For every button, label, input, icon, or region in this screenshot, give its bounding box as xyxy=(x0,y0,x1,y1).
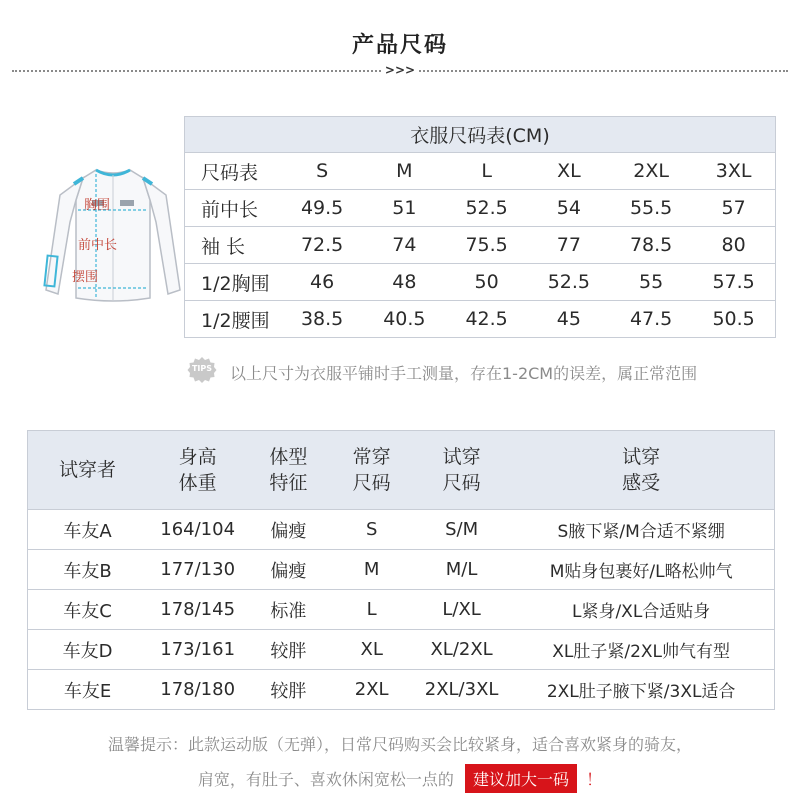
size-chart-cell: 49.5 xyxy=(281,190,363,227)
size-chart-cell: 50.5 xyxy=(692,301,775,338)
tester-cell: M贴身包裹好/L略松帅气 xyxy=(508,550,774,590)
size-chart-header-row xyxy=(185,153,776,190)
tester-table-header-row xyxy=(28,431,775,510)
size-chart-table xyxy=(184,116,776,338)
tester-header-text: 感受 xyxy=(622,472,661,494)
size-chart-cell: 57 xyxy=(692,190,775,227)
size-chart-cell: 74 xyxy=(363,227,445,264)
size-chart-row-label: 1/2胸围 xyxy=(185,264,282,301)
hem-label: 摆围 xyxy=(72,270,99,285)
tester-header-text: 体重 xyxy=(178,472,217,494)
tester-cell: 偏瘦 xyxy=(248,510,328,550)
tester-header-text: 试穿 xyxy=(622,446,661,468)
size-chart-cell: 54 xyxy=(528,190,610,227)
tester-header-text: 体型 xyxy=(269,446,308,468)
size-chart-cell: 72.5 xyxy=(281,227,363,264)
size-chart-cell: 57.5 xyxy=(692,264,775,301)
tester-cell: XL/2XL xyxy=(415,630,508,670)
size-chart-header-cell: L xyxy=(446,153,528,190)
tester-table-row xyxy=(28,550,775,590)
size-chart-caption-row xyxy=(185,117,776,153)
size-chart-cell: 51 xyxy=(363,190,445,227)
tester-cell: 178/180 xyxy=(147,670,248,710)
tester-header-text: 试穿 xyxy=(442,446,481,468)
size-chart-cell: 52.5 xyxy=(528,264,610,301)
size-chart-cell: 40.5 xyxy=(363,301,445,338)
tester-cell: 车友B xyxy=(28,550,148,590)
size-chart-header-cell: M xyxy=(363,153,445,190)
tester-cell: 2XL xyxy=(328,670,414,710)
footer-note-line-1: 温馨提示：此款运动版（无弹），日常尺码购买会比较紧身，适合喜欢紧身的骑友， xyxy=(107,735,692,754)
page-title: 产品尺码 xyxy=(351,33,448,58)
tester-header-text: 尺码 xyxy=(442,472,481,494)
jersey-illustration xyxy=(38,160,188,310)
size-chart-row-label: 1/2腰围 xyxy=(185,301,282,338)
size-chart-cell: 45 xyxy=(528,301,610,338)
footer-note-line-2 xyxy=(0,764,800,793)
tester-cell: 车友C xyxy=(28,590,148,630)
tester-cell: 偏瘦 xyxy=(248,550,328,590)
tester-table-row xyxy=(28,510,775,550)
tester-cell: 177/130 xyxy=(147,550,248,590)
tester-cell: XL xyxy=(328,630,414,670)
tester-cell: 178/145 xyxy=(147,590,248,630)
size-chart-cell: 77 xyxy=(528,227,610,264)
size-chart-caption: 衣服尺码表(CM) xyxy=(185,117,776,153)
chevron-right-icon: >>> xyxy=(382,63,418,77)
size-chart-header-cell: S xyxy=(281,153,363,190)
tester-cell: L紧身/XL合适贴身 xyxy=(508,590,774,630)
tester-header-text: 常穿 xyxy=(352,446,391,468)
tester-header-text: 特征 xyxy=(269,472,308,494)
tester-cell: 较胖 xyxy=(248,630,328,670)
tester-cell: 车友D xyxy=(28,630,148,670)
tester-header-text: 试穿者 xyxy=(59,459,117,481)
tester-header-cell xyxy=(147,431,248,510)
size-chart-cell: 55.5 xyxy=(610,190,692,227)
size-chart-cell: 52.5 xyxy=(446,190,528,227)
size-chart-row xyxy=(185,190,776,227)
tester-cell: 车友E xyxy=(28,670,148,710)
size-chart-header-cell: XL xyxy=(528,153,610,190)
size-chart-cell: 38.5 xyxy=(281,301,363,338)
footer-note-prefix: 肩宽，有肚子、喜欢休闲宽松一点的 xyxy=(197,770,454,789)
tester-cell: 173/161 xyxy=(147,630,248,670)
tips-badge xyxy=(187,356,217,386)
tips-text: 以上尺寸为衣服平铺时手工测量，存在1-2CM的误差，属正常范围 xyxy=(230,364,698,383)
tester-cell: S腋下紧/M合适不紧绷 xyxy=(508,510,774,550)
tester-cell: XL肚子紧/2XL帅气有型 xyxy=(508,630,774,670)
tester-header-cell xyxy=(28,431,148,510)
tester-cell: 较胖 xyxy=(248,670,328,710)
tester-header-text: 身高 xyxy=(178,446,217,468)
tester-cell: 2XL肚子腋下紧/3XL适合 xyxy=(508,670,774,710)
tester-header-cell xyxy=(328,431,414,510)
size-chart-cell: 78.5 xyxy=(610,227,692,264)
front-length-label: 前中长 xyxy=(78,238,118,253)
size-chart-row-label: 前中长 xyxy=(185,190,282,227)
tester-table-row xyxy=(28,590,775,630)
size-up-highlight: 建议加大一码 xyxy=(465,764,577,793)
tips-badge-label: TIPS xyxy=(191,364,213,373)
size-chart-header-cell: 3XL xyxy=(692,153,775,190)
tester-cell: 2XL/3XL xyxy=(415,670,508,710)
tester-header-cell xyxy=(508,431,774,510)
tester-cell: L xyxy=(328,590,414,630)
tester-cell: S/M xyxy=(415,510,508,550)
tester-header-text: 尺码 xyxy=(352,472,391,494)
tester-cell: S xyxy=(328,510,414,550)
size-chart-cell: 75.5 xyxy=(446,227,528,264)
size-chart-cell: 46 xyxy=(281,264,363,301)
tester-cell: L/XL xyxy=(415,590,508,630)
tester-table xyxy=(27,430,775,710)
size-chart-cell: 42.5 xyxy=(446,301,528,338)
size-chart-cell: 80 xyxy=(692,227,775,264)
tester-header-cell xyxy=(248,431,328,510)
size-chart-cell: 48 xyxy=(363,264,445,301)
size-chart-row-label: 袖 长 xyxy=(185,227,282,264)
size-chart-header-cell: 尺码表 xyxy=(185,153,282,190)
size-chart-cell: 50 xyxy=(446,264,528,301)
size-chart-row xyxy=(185,227,776,264)
size-chart-cell: 47.5 xyxy=(610,301,692,338)
tester-cell: 车友A xyxy=(28,510,148,550)
tester-cell: M xyxy=(328,550,414,590)
tester-table-row xyxy=(28,670,775,710)
size-chart-cell: 55 xyxy=(610,264,692,301)
size-chart xyxy=(184,116,776,338)
footer-note-suffix: ！ xyxy=(586,770,603,789)
tester-cell: 164/104 xyxy=(147,510,248,550)
chest-label: 胸围 xyxy=(84,198,111,213)
tester-table-grid xyxy=(27,430,775,710)
size-chart-row xyxy=(185,264,776,301)
tester-cell: 标准 xyxy=(248,590,328,630)
tester-cell: M/L xyxy=(415,550,508,590)
tester-header-cell xyxy=(415,431,508,510)
size-chart-row xyxy=(185,301,776,338)
size-chart-header-cell: 2XL xyxy=(610,153,692,190)
tester-table-row xyxy=(28,630,775,670)
